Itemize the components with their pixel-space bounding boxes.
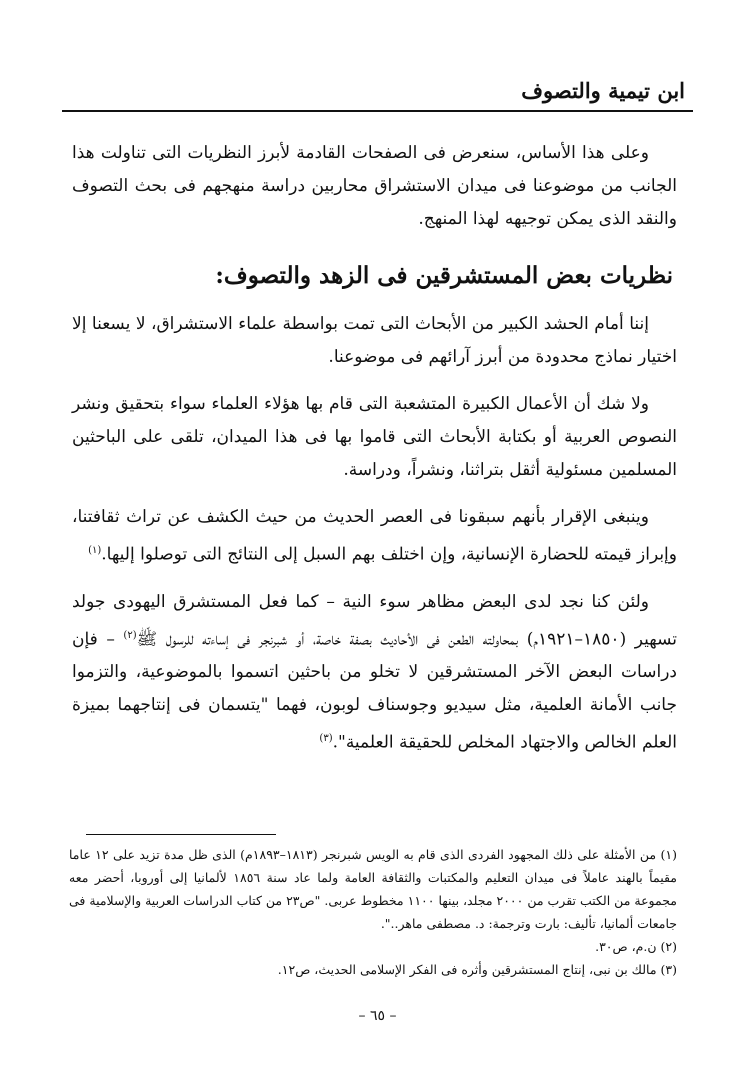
footnote-rule (86, 834, 276, 835)
body-block (72, 308, 677, 760)
paragraph-4-text-b: – فإن دراسات البعض الآخر المستشرقين لا تخلو من باحثين اتسموا بالموضوعية، والتزموا جانب الأمانة العلمية، مثل سيديو وجوسناف لوبون، فهما "يتسمان فى إنتاجهما بميزة العلم الخالص والاجتهاد المخلص للحقيقة العلمية". (72, 629, 677, 753)
paragraph-4-text-a: ولئن كنا نجد لدى البعض مظاهر سوء النية – كما فعل المستشرق اليهودى جولد تسهير (١٨٥٠–١٩٢١م) بمحاولته الطعن فى الأحاديث بصفة خاصة، أو شبرنجر فى إساءته للرسول ﷺ (72, 591, 677, 650)
paragraph-2: ولا شك أن الأعمال الكبيرة المتشعبة التى قام بها هؤلاء العلماء سواء بتحقيق ونشر النصوص العربية أو بكتابة الأبحاث التى قاموا بها فى هذا الميدان، تلقى على الباحثين المسلمين مسئولية أثقل بتراثنا، ونشراً، ودراسة. (72, 394, 677, 480)
footnote-3: (٣) مالك بن نبى، إنتاج المستشرقين وأثره فى الفكر الإسلامى الحديث، ص١٢. (277, 962, 677, 977)
paragraph-3-text: وينبغى الإقرار بأنهم سبقونا فى العصر الحديث من حيث الكشف عن تراث ثقافتنا، وإبراز قيمته للحضارة الإنسانية، وإن اختلف بهم السبل إلى النتائج التى توصلوا إليها. (72, 507, 677, 565)
page-number: – ٦٥ – (358, 1008, 397, 1024)
footnote-2: (٢) ن.م، ص٣٠. (595, 939, 677, 954)
paragraph-4 (72, 586, 677, 760)
footnote-1: (١) من الأمثلة على ذلك المجهود الفردى الذى قام به الويس شبرنجر (١٨١٣–١٨٩٣م) الذى ظل مدة تزيد على ١٢ عاما مقيماً بالهند عاملاً فى ميدان التعليم والمكتبات والثقافة العامة ولما عاد سنة ١٨٥٦ لألمانيا إلى أوروبا، أحضر معه مجموعة من الكتب تقرب من ٢٠٠٠ مجلد، بينها ١١٠٠ مخطوط عربى. "ص٢٣ من كتاب الدراسات العربية والإسلامية فى جامعات ألمانيا، تأليف: بارت وترجمة: د. مصطفى ماهر..". (69, 847, 678, 931)
intro-block (72, 137, 677, 236)
running-header-title: ابن تيمية والتصوف (521, 78, 685, 103)
section-heading: نظريات بعض المستشرقين فى الزهد والتصوف: (215, 262, 673, 289)
footnote-ref-2: (٢) (123, 629, 137, 641)
footnote-ref-3: (٣) (319, 733, 333, 745)
intro-paragraph: وعلى هذا الأساس، سنعرض فى الصفحات القادمة لأبرز النظريات التى تناولت هذا الجانب من موضوعنا فى ميدان الاستشراق محاربين دراسة منهجهم فى بحث التصوف والنقد الذى يمكن توجيهه لهذا المنهج. (72, 143, 677, 229)
paragraph-1: إننا أمام الحشد الكبير من الأبحاث التى تمت بواسطة علماء الاستشراق، لا يسعنا إلا اختيار نماذج محدودة من أبرز آرائهم فى موضوعنا. (72, 314, 677, 367)
footnote-ref-1: (١) (88, 545, 102, 556)
paragraph-3 (72, 501, 677, 572)
footnotes (69, 843, 677, 981)
header-rule (62, 110, 693, 112)
